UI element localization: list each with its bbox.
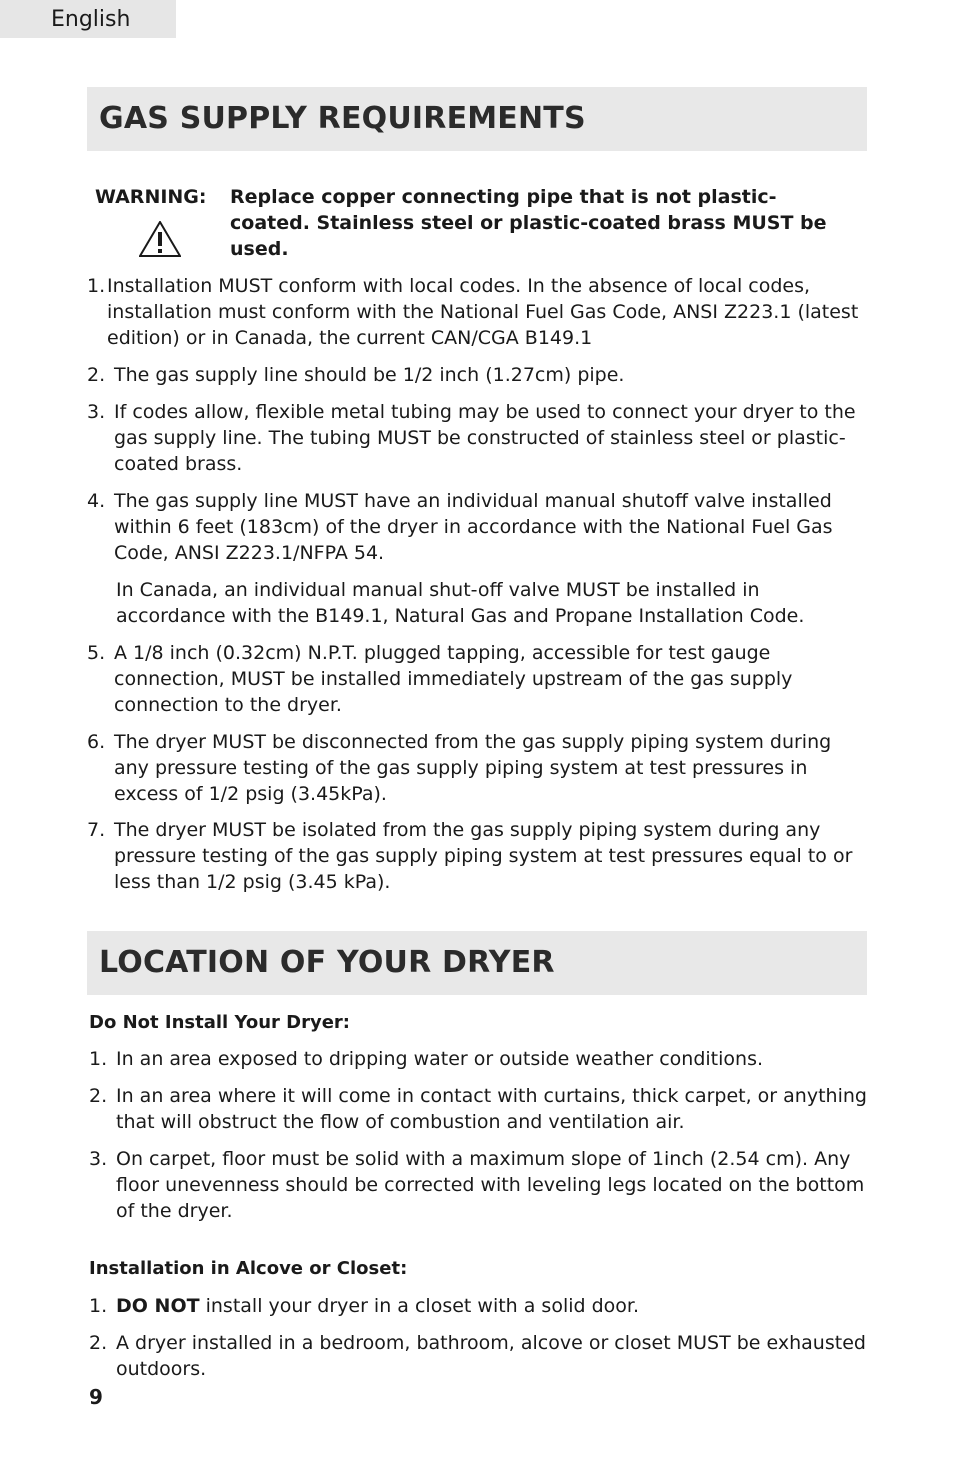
item-text: The gas supply line MUST have an individual manual shutoff valve installed within 6 feet (183cm) of the dryer in accordance with the National Fuel Gas Code, ANSI Z223.1/NFPA 54. <box>114 490 833 564</box>
do-not-install-heading: Do Not Install Your Dryer: <box>89 1012 350 1033</box>
item-number: 4. <box>87 490 106 512</box>
gas-item-1 <box>87 273 872 351</box>
alcove-closet-heading: Installation in Alcove or Closet: <box>89 1258 408 1279</box>
item-number: 5. <box>87 642 106 664</box>
item-number: 1. <box>87 275 106 297</box>
item-text: In an area where it will come in contact with curtains, thick carpet, or anything that will obstruct the flow of combustion and ventilation air. <box>116 1085 867 1133</box>
language-tab: English <box>0 0 176 38</box>
item-number: 7. <box>87 819 106 841</box>
gas-item-2 <box>87 362 872 388</box>
item-text: In an area exposed to dripping water or outside weather conditions. <box>116 1048 764 1070</box>
item-text: install your dryer in a closet with a solid door. <box>199 1295 640 1317</box>
item-text: A dryer installed in a bedroom, bathroom, alcove or closet MUST be exhausted outdoors. <box>116 1332 866 1380</box>
item-text: Installation MUST conform with local codes. In the absence of local codes, installation must conform with the National Fuel Gas Code, ANSI Z223.1 (latest edition) or in Canada, the current CAN/CGA B149.1 <box>107 275 859 349</box>
location-title: LOCATION OF YOUR DRYER <box>99 945 555 980</box>
warning-label: WARNING: <box>95 186 207 208</box>
item-text: In Canada, an individual manual shut-off valve MUST be installed in accordance with the B149.1, Natural Gas and Propane Installation Code. <box>116 579 805 627</box>
item-text: The dryer MUST be disconnected from the gas supply piping system during any pressure testing of the gas supply piping system at test pressures in excess of 1/2 psig (3.45kPa). <box>114 731 832 805</box>
gas-item-4 <box>87 488 872 566</box>
location-item-2 <box>89 1083 874 1135</box>
page-number: 9 <box>89 1385 103 1409</box>
gas-supply-title: GAS SUPPLY REQUIREMENTS <box>99 101 586 136</box>
gas-item-5 <box>87 640 872 718</box>
item-text: On carpet, floor must be solid with a maximum slope of 1inch (2.54 cm). Any floor unevenness should be corrected with leveling legs located on the bottom of the dryer. <box>116 1148 865 1222</box>
location-item-3 <box>89 1146 874 1224</box>
item-text: If codes allow, flexible metal tubing may be used to connect your dryer to the gas supply line. The tubing MUST be constructed of stainless steel or plastic-coated brass. <box>114 401 856 475</box>
item-number: 3. <box>87 401 106 423</box>
item-number: 1. <box>89 1048 108 1070</box>
gas-item-7 <box>87 817 872 895</box>
location-section-header <box>87 931 867 995</box>
item-text: A 1/8 inch (0.32cm) N.P.T. plugged tapping, accessible for test gauge connection, MUST be installed immediately upstream of the gas supply connection to the dryer. <box>114 642 793 716</box>
warning-text: Replace copper connecting pipe that is not plastic-coated. Stainless steel or plastic-coated brass MUST be used. <box>230 186 827 260</box>
alcove-item-2 <box>89 1330 874 1382</box>
gas-item-6 <box>87 729 872 807</box>
gas-item-4-canada-note <box>116 577 856 629</box>
item-number: 2. <box>89 1332 108 1354</box>
gas-item-3 <box>87 399 872 477</box>
item-number: 6. <box>87 731 106 753</box>
location-item-1 <box>89 1046 874 1072</box>
item-number: 2. <box>89 1085 108 1107</box>
item-bold-text: DO NOT <box>116 1295 200 1317</box>
item-text: The gas supply line should be 1/2 inch (1.27cm) pipe. <box>114 364 625 386</box>
item-number: 1. <box>89 1295 108 1317</box>
item-text: The dryer MUST be isolated from the gas supply piping system during any pressure testing of the gas supply piping system at test pressures equal to or less than 1/2 psig (3.45 kPa). <box>114 819 853 893</box>
item-number: 3. <box>89 1148 108 1170</box>
item-number: 2. <box>87 364 106 386</box>
alcove-item-1 <box>89 1293 874 1319</box>
gas-supply-section-header <box>87 87 867 151</box>
warning-triangle-icon <box>139 221 181 257</box>
